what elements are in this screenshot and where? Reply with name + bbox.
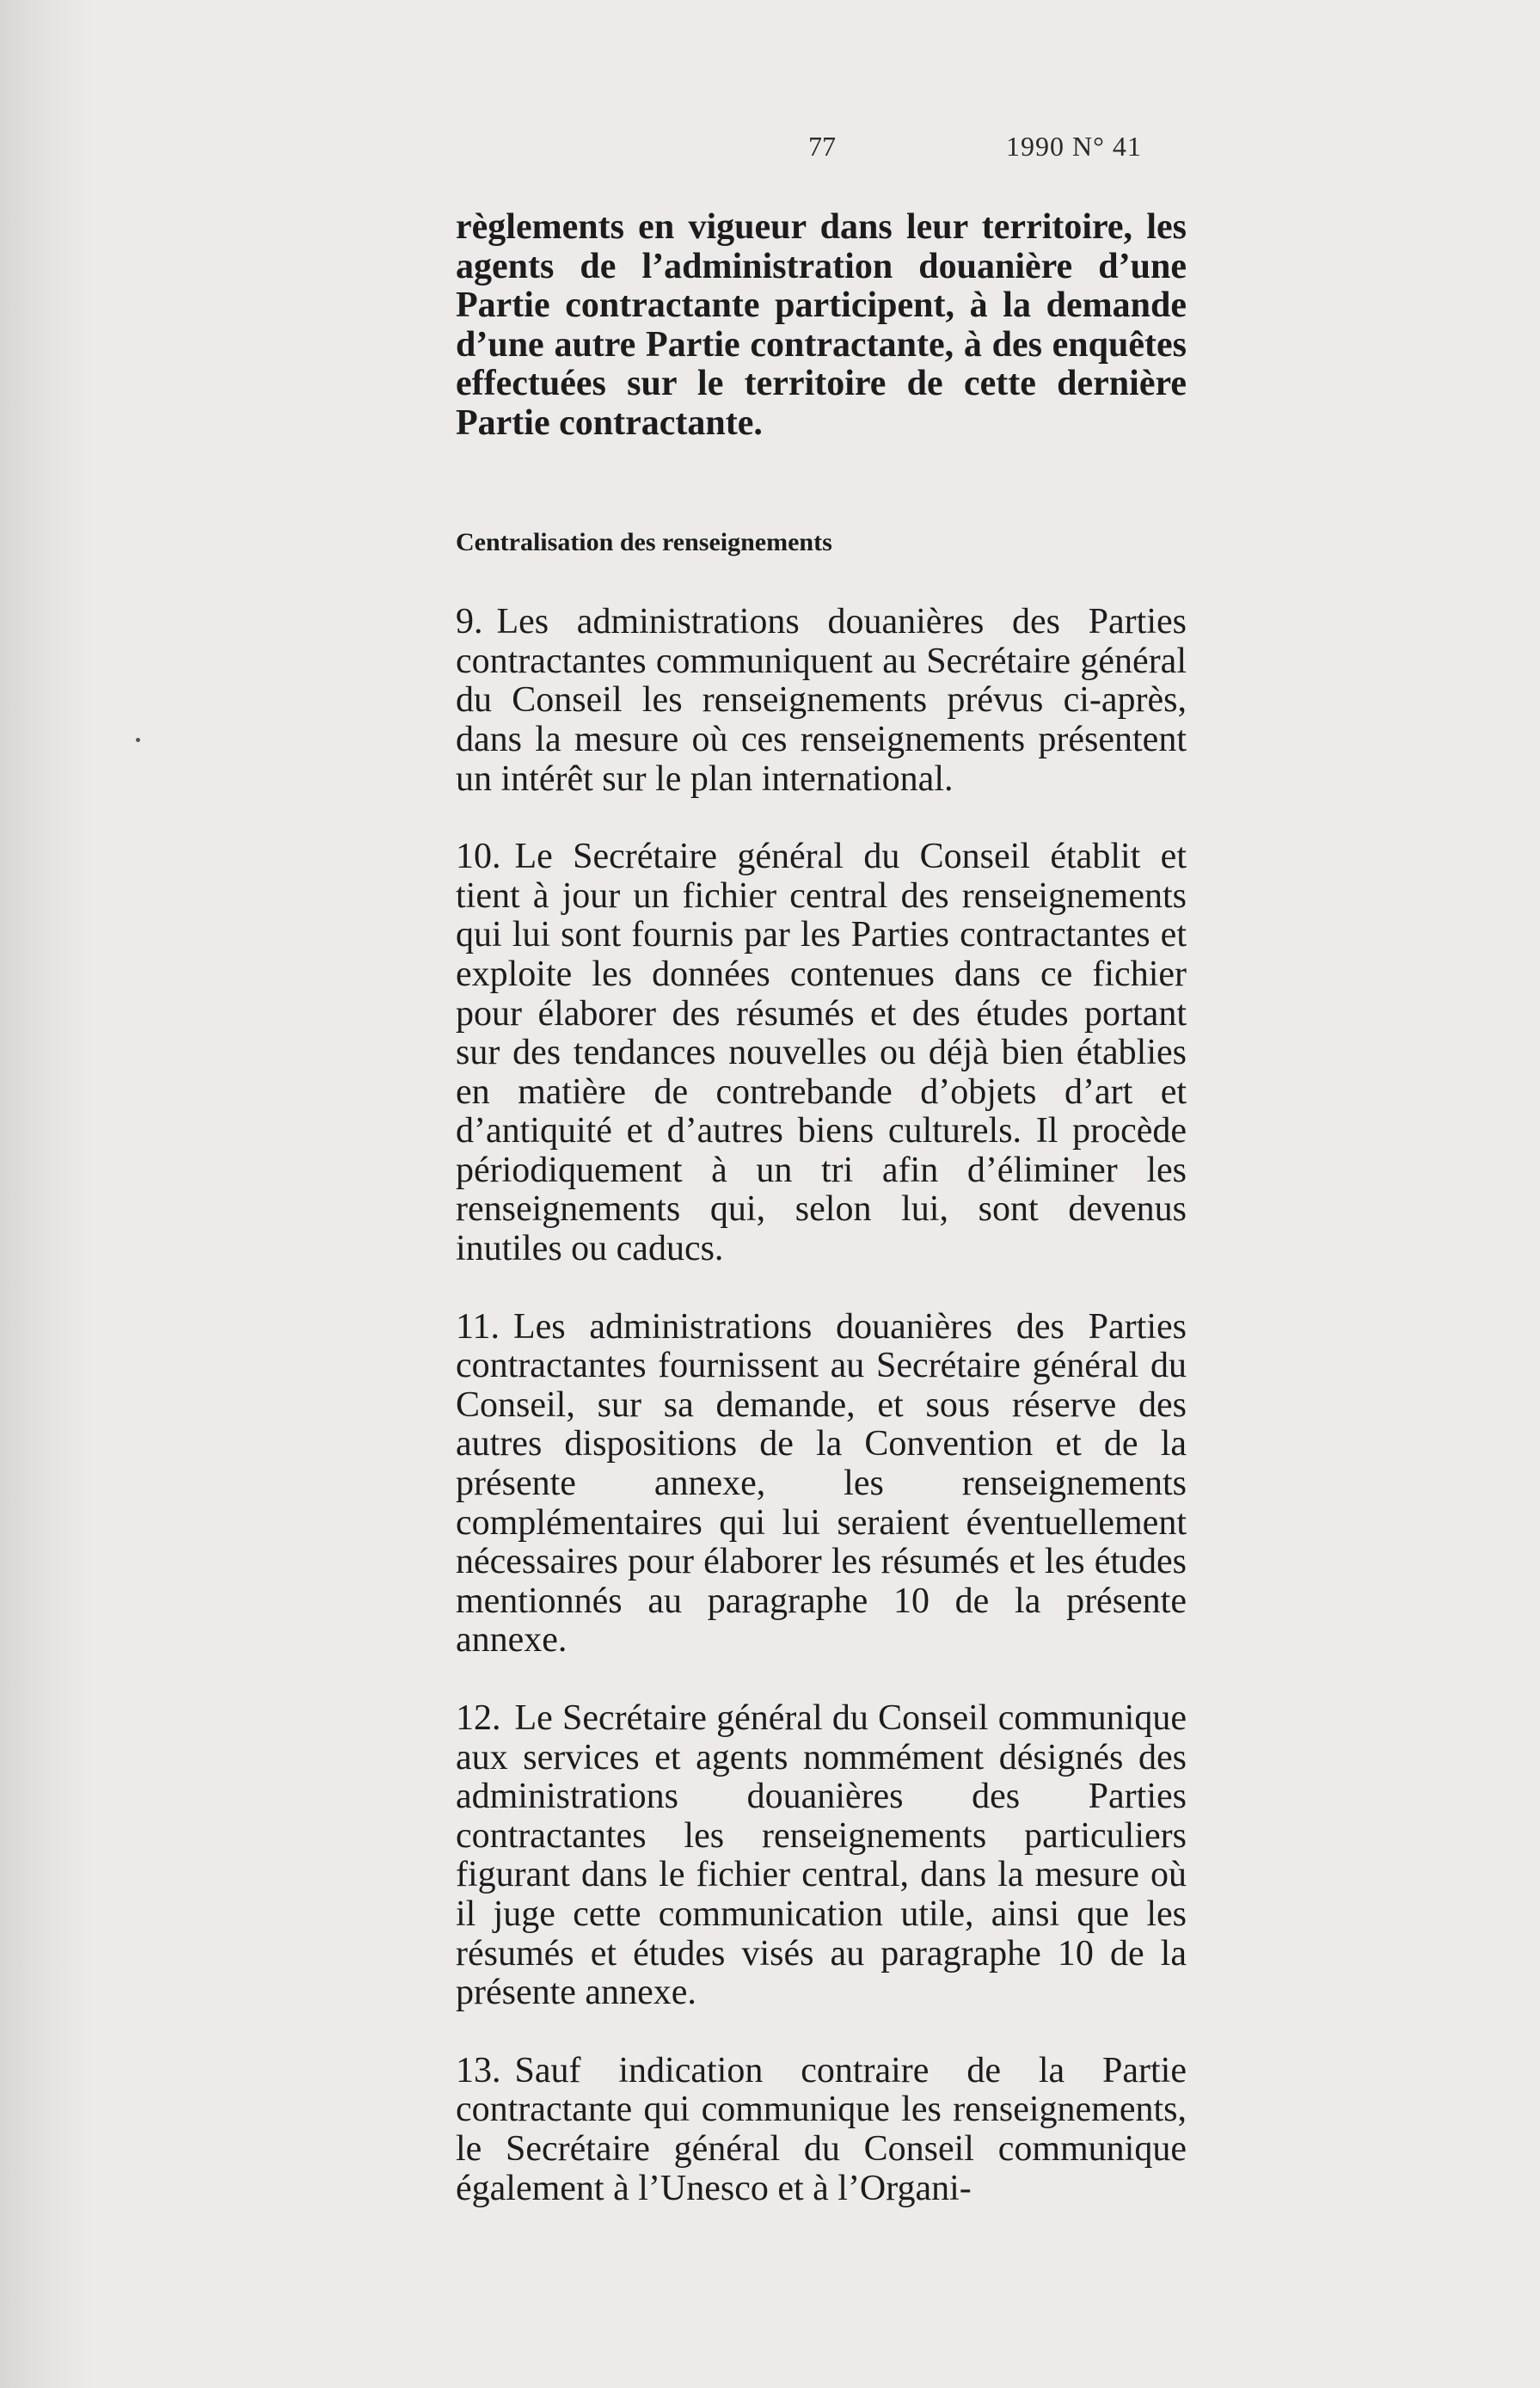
- paragraph-10: [456, 838, 1187, 1269]
- paragraph-text: Les administrations douanières des Parties contractantes communiquent au Secrétaire général du Conseil les renseignements prévus ci-après, dans la mesure où ces renseignements présentent un intérêt sur le plan international.: [456, 602, 1187, 799]
- page-header: [0, 131, 1540, 174]
- document-reference: 1990 N° 41: [1006, 131, 1142, 162]
- paragraph-text: Le Secrétaire général du Conseil établit et tient à jour un fichier central des renseignements qui lui sont fournis par les Parties contractantes et exploite les données contenues dans ce fichier pour élaborer des résumés et des études portant sur des tendances nouvelles ou déjà bien établies en matière de contrebande d’objets d’art et d’antiquité et d’autres biens culturels. Il procède périodiquement à un tri afin d’éliminer les renseignements qui, selon lui, sont devenus inutiles ou caducs.: [456, 837, 1187, 1269]
- paragraph-13: [456, 2052, 1187, 2208]
- scan-speck: [136, 738, 140, 742]
- paragraph-text: Les administrations douanières des Parties contractantes fournissent au Secrétaire général du Conseil, sur sa demande, et sous réserve des autres dispositions de la Convention et de la présente annexe, les renseignements complémentaires qui lui seraient éventuellement nécessaires pour élaborer les résumés et les études mentionnés au paragraphe 10 de la présente annexe.: [456, 1306, 1187, 1661]
- page-number: 77: [808, 131, 836, 162]
- body-text: [456, 208, 1187, 2247]
- paragraph-number: 12.: [456, 1698, 501, 1738]
- paragraph-number: 9.: [456, 602, 483, 642]
- paragraph-number: 11.: [456, 1306, 500, 1347]
- paragraph-9: [456, 603, 1187, 799]
- page-gutter-shadow: [0, 0, 95, 2388]
- paragraph-number: 10.: [456, 837, 501, 877]
- paragraph-text: Le Secrétaire général du Conseil communique aux services et agents nommément désignés des administrations douanières des Parties contractantes les renseignements particuliers figurant dans le fichier central, dans la mesure où il juge cette communication utile, ainsi que les résumés et études visés au paragraphe 10 de la présente annexe.: [456, 1698, 1187, 2013]
- paragraph-12: [456, 1699, 1187, 2013]
- section-title: Centralisation des renseignements: [456, 527, 832, 556]
- paragraph-number: 13.: [456, 2050, 501, 2090]
- paragraph-text: Sauf indication contraire de la Partie contractante qui communique les renseignements, le Secrétaire général du Conseil communique également à l’Unesco et à l’Organi-: [456, 2050, 1187, 2208]
- intro-paragraph: règlements en vigueur dans leur territoire, les agents de l’administration douanière d’une Partie contractante participent, à la demande d’une autre Partie contractante, à des enquêtes effectuées sur le territoire de cette dernière Partie contractante.: [456, 207, 1187, 443]
- paragraph-11: [456, 1308, 1187, 1661]
